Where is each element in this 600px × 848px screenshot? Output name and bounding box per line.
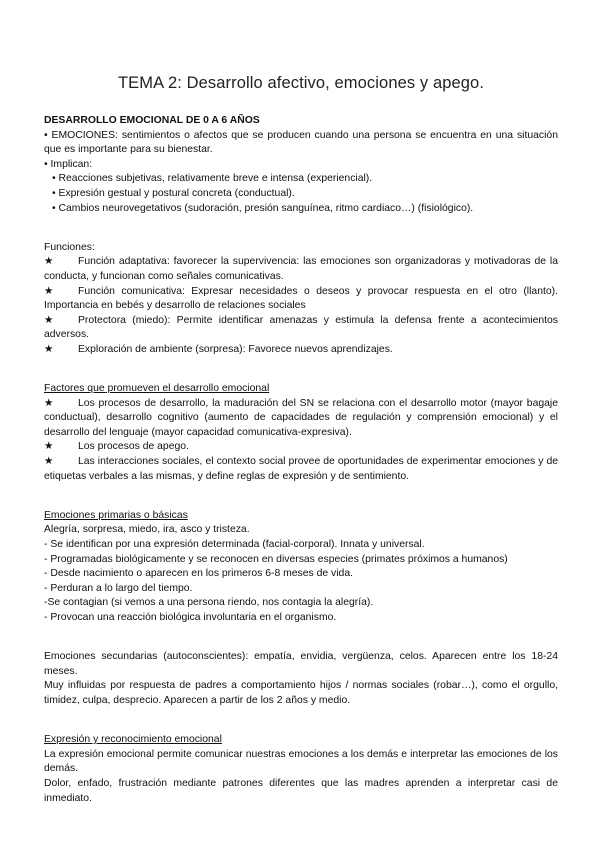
star-icon: ★ bbox=[44, 456, 54, 468]
factor-text: Los procesos de desarrollo, la maduración del SN se relaciona con el desarrollo motor (mayor bagaje conductual), desarrollo cognitivo (aumento de capacidades de regulación y comprensión emocional) y el desarrollo del lenguaje (mayor capacidad comunicativa-expresiva). bbox=[44, 397, 558, 438]
funcion-text: Exploración de ambiente (sorpresa): Favorece nuevos aprendizajes. bbox=[78, 343, 393, 355]
list-item-primaria: - Provocan una reacción biológica involuntaria en el organismo. bbox=[44, 612, 337, 623]
list-item-funcion bbox=[44, 314, 558, 343]
section-heading-desarrollo: DESARROLLO EMOCIONAL DE 0 A 6 AÑOS bbox=[44, 115, 260, 126]
section-heading-funciones: Funciones: bbox=[44, 241, 95, 253]
star-icon: ★ bbox=[44, 441, 54, 453]
paragraph-expresion: La expresión emocional permite comunicar nuestras emociones a los demás e interpretar las emociones de los demás. bbox=[44, 748, 558, 775]
section-heading-factores: Factores que promueven el desarrollo emocional bbox=[44, 383, 270, 395]
funcion-text: Función adaptativa: favorecer la supervivencia: las emociones son organizadoras y motivadoras de la conducta, y funcionan como señales comunicativas. bbox=[44, 256, 558, 282]
paragraph-emociones: • EMOCIONES: sentimientos o afectos que se producen cuando una persona se encuentra en una situación que es importante para su bienestar. bbox=[44, 129, 558, 156]
list-item-implican: • Cambios neurovegetativos (sudoración, presión sanguínea, ritmo cardiaco…) (fisiológico). bbox=[52, 202, 474, 214]
list-item-factor bbox=[44, 455, 558, 484]
list-item-funcion bbox=[44, 255, 558, 284]
document-body bbox=[44, 114, 558, 806]
list-item-primaria: - Desde nacimiento o aparecen en los primeros 6-8 meses de vida. bbox=[44, 568, 353, 580]
list-item-primaria: - Perduran a lo largo del tiempo. bbox=[44, 582, 193, 594]
paragraph-expresion-dolor: Dolor, enfado, frustración mediante patrones diferentes que las madres aprenden a interpretar casi de inmediato. bbox=[44, 777, 558, 804]
funcion-text: Función comunicativa: Expresar necesidades o deseos y provocar respuesta en el otro (llanto). Importancia en bebés y desarrollo de relaciones sociales bbox=[44, 285, 558, 312]
star-icon: ★ bbox=[44, 285, 54, 297]
star-icon: ★ bbox=[44, 397, 54, 409]
paragraph-primarias-intro: Alegría, sorpresa, miedo, ira, asco y tristeza. bbox=[44, 524, 250, 536]
list-item-funcion bbox=[44, 343, 558, 358]
star-icon: ★ bbox=[44, 343, 54, 355]
list-item-primaria: - Se identifican por una expresión determinada (facial-corporal). Innata y universal. bbox=[44, 539, 425, 551]
paragraph-implican: • Implican: bbox=[44, 158, 93, 170]
list-item-factor bbox=[44, 440, 558, 455]
star-icon: ★ bbox=[44, 314, 54, 326]
list-item-primaria: - Programadas biológicamente y se reconocen en diversas especies (primates próximos a humanos) bbox=[44, 553, 508, 565]
section-heading-primarias: Emociones primarias o básicas bbox=[44, 509, 188, 521]
list-item-funcion bbox=[44, 285, 558, 314]
factor-text: Los procesos de apego. bbox=[78, 441, 189, 453]
paragraph-secundarias: Emociones secundarias (autoconscientes): empatía, envidia, vergüenza, celos. Aparecen entre los 18-24 meses. bbox=[44, 651, 558, 677]
list-item-factor bbox=[44, 397, 558, 441]
list-item-primaria: -Se contagian (si vemos a una persona riendo, nos contagia la alegría). bbox=[44, 597, 374, 609]
factor-text: Las interacciones sociales, el contexto social provee de oportunidades de experimentar emociones y de etiquetas verbales a las mismas, y define reglas de expresión y de sentimiento. bbox=[44, 456, 558, 482]
list-item-implican: • Expresión gestual y postural concreta (conductual). bbox=[52, 187, 295, 199]
star-icon: ★ bbox=[44, 256, 54, 268]
paragraph-secundarias-influidas: Muy influidas por respuesta de padres a comportamiento hijos / normas sociales (robar…), como el orgullo, timidez, culpa, desprecio. Aparecen a partir de los 2 años y medio. bbox=[44, 680, 558, 706]
section-heading-expresion: Expresión y reconocimiento emocional bbox=[44, 734, 222, 746]
page-title: TEMA 2: Desarrollo afectivo, emociones y apego. bbox=[117, 74, 485, 92]
list-item-implican: • Reacciones subjetivas, relativamente breve e intensa (experiencial). bbox=[52, 173, 373, 185]
funcion-text: Protectora (miedo): Permite identificar amenazas y estimula la defensa frente a acontecimientos adversos. bbox=[44, 314, 558, 341]
